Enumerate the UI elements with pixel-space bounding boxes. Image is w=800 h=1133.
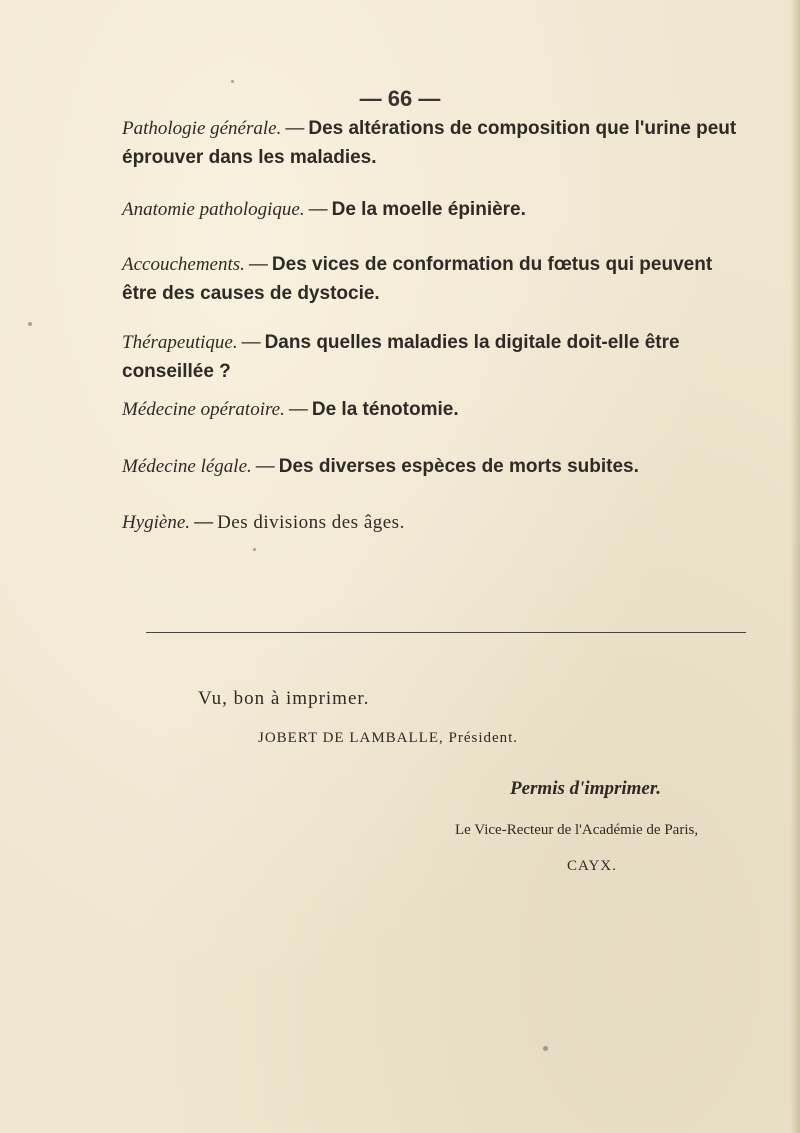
entry-text: Des divisions des âges. [217,512,405,533]
permission-authority: Le Vice-Recteur de l'Académie de Paris, [455,822,699,838]
approval-text: Vu, bon à imprimer. [198,688,370,709]
entry-text: Des diverses espèces de morts subites. [278,456,639,477]
entry-text: Des altérations de composition que l'urine peut éprouver dans les maladies. [122,118,737,168]
entry-dash: — [285,118,305,139]
entry-hygiene [122,508,742,537]
permission-signer: CAYX. [567,858,617,874]
entry-therapeutique [122,328,742,386]
entry-dash: — [255,456,275,477]
entry-subject: Médecine légale. [122,456,252,477]
paper-speck [543,1046,548,1051]
entry-pathologie-generale [122,114,742,172]
entry-dash: — [288,399,308,420]
entry-subject: Hygiène. [122,512,191,533]
paper-speck [231,80,234,83]
president-signature: JOBERT DE LAMBALLE, Président. [258,730,519,746]
paper-speck [28,322,32,326]
page-number: — 66 — [359,86,441,111]
entry-subject: Médecine opératoire. [122,399,285,420]
entry-text: De la moelle épinière. [331,199,526,220]
entry-subject: Accouchements. [122,254,245,275]
page-edge-shadow [790,0,800,1133]
entry-subject: Anatomie pathologique. [122,199,305,220]
entry-subject: Thérapeutique. [122,332,238,353]
entry-medecine-operatoire [122,395,742,424]
entry-dash: — [308,199,328,220]
permission-title: Permis d'imprimer. [510,778,661,799]
entry-dash: — [194,512,214,533]
entry-dash: — [241,332,261,353]
entry-accouchements [122,250,742,308]
entry-anatomie-pathologique [122,195,742,224]
entry-medecine-legale [122,452,742,481]
entry-dash: — [248,254,268,275]
separator-rule [146,632,746,633]
entry-subject: Pathologie générale. [122,118,282,139]
entry-text: Des vices de conformation du fœtus qui peuvent être des causes de dystocie. [122,254,713,304]
paper-speck [253,548,256,551]
entry-text: Dans quelles maladies la digitale doit-elle être conseillée ? [122,332,680,382]
entry-text: De la ténotomie. [311,399,459,420]
